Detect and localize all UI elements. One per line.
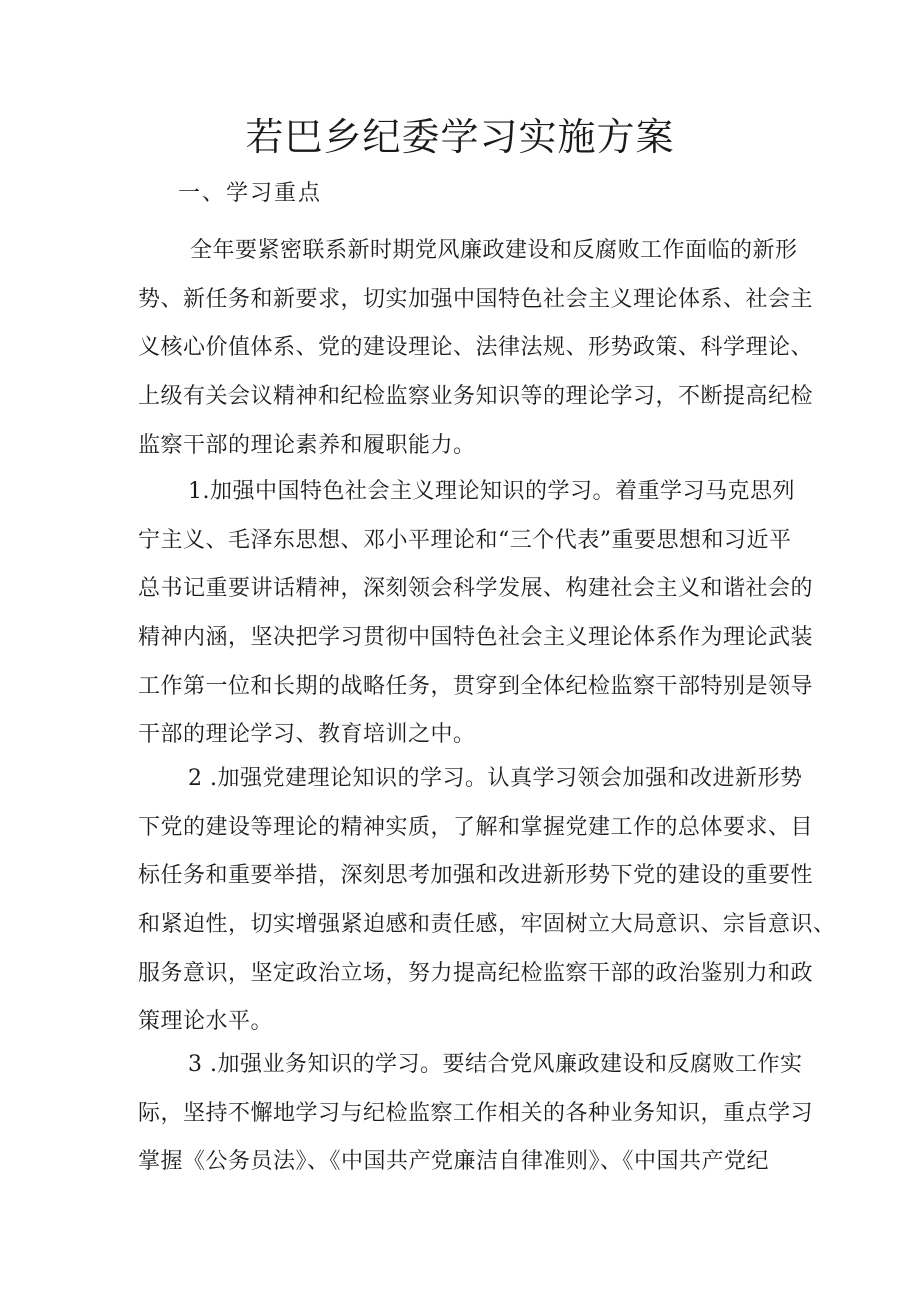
paragraph-line: 和紧迫性，切实增强紧迫感和责任感，牢固树立大局意识、宗旨意识、 [138,912,836,938]
paragraph-line: 策理论水平。 [138,1009,274,1035]
paragraph-line: 干部的理论学习、教育培训之中。 [138,722,476,748]
document-title: 若巴乡纪委学习实施方案 [245,115,675,159]
paragraph-business-knowledge [138,1041,814,1187]
paragraph-line: 义核心价值体系、党的建设理论、法律法规、形势政策、科学理论、 [138,335,814,361]
paragraph-line: 服务意识，坚定政治立场，努力提高纪检监察干部的政治鉴别力和政 [138,960,814,986]
paragraph-line: 1.加强中国特色社会主义理论知识的学习。着重学习马克思列 [188,479,795,504]
paragraph-line: 际，坚持不懈地学习与纪检监察工作相关的各种业务知识，重点学习 [138,1100,814,1126]
paragraph-line: 势、新任务和新要求，切实加强中国特色社会主义理论体系、社会主 [138,286,814,312]
paragraph-line: 2 .加强党建理论知识的学习。认真学习领会加强和改进新形势 [188,766,803,791]
paragraph-line: 总书记重要讲话精神，深刻领会科学发展、构建社会主义和谐社会的 [138,576,814,602]
paragraph-line: 监察干部的理论素养和履职能力。 [138,432,476,458]
paragraph-line: 全年要紧密联系新时期党风廉政建设和反腐败工作面临的新形 [190,238,798,263]
paragraph-line: 精神内涵，坚决把学习贯彻中国特色社会主义理论体系作为理论武装 [138,625,814,651]
paragraph-intro [138,227,814,470]
paragraph-party-building [138,755,836,1047]
paragraph-line: 标任务和重要举措，深刻思考加强和改进新形势下党的建设的重要性 [138,863,814,889]
paragraph-line: 宁主义、毛泽东思想、邓小平理论和“三个代表”重要思想和习近平 [138,527,792,553]
paragraph-line: 掌握《公务员法》、《中国共产党廉洁自律准则》、《中国共产党纪 [138,1149,770,1175]
paragraph-line: 工作第一位和长期的战略任务，贯穿到全体纪检监察干部特别是领导 [138,673,814,699]
section-heading: 一、学习重点 [178,181,323,206]
paragraph-line: 上级有关会议精神和纪检监察业务知识等的理论学习，不断提高纪检 [138,384,814,410]
paragraph-line: 下党的建设等理论的精神实质，了解和掌握党建工作的总体要求、目 [138,814,814,840]
paragraph-line: 3 .加强业务知识的学习。要结合党风廉政建设和反腐败工作实 [188,1052,803,1077]
paragraph-theory [138,468,814,760]
